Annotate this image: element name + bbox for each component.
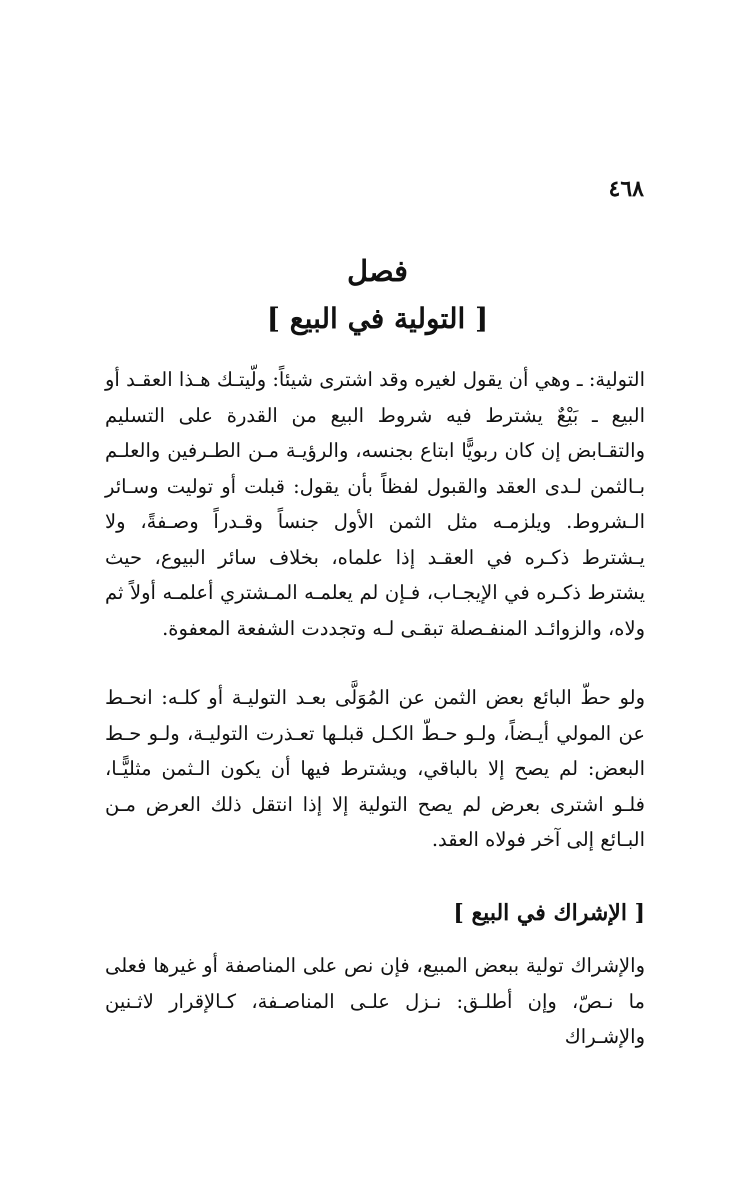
section-title: [ التولية في البيع ] — [266, 302, 489, 335]
chapter-title: فصل — [347, 254, 408, 288]
paragraph-tawliya-definition: التولية: ـ وهي أن يقول لغيره وقد اشترى شيئاً: ولّيتـك هـذا العقـد أو البيع ـ بَيْعٌ يشترط فيه شروط البيع من القدرة على التسليم والتقـابض إن كان ربويًّا ابتاع بجنسه، والرؤيـة مـن الطـرفين والعلـم بـالثمن لـدى العقد والقبول لفظاً بأن يقول: قبلت أو توليت وسـائر الـشروط. ويلزمـه مثل الثمن الأول جنساً وقـدراً وصـفةً، ولا يـشترط ذكـره في العقـد إذا علماه، بخلاف سائر البيوع، حيث يشترط ذكـره في الإيجـاب، فـإن لم يعلمـه المـشتري أعلمـه أولاً ثم ولاه، والزوائـد المنفـصلة تبقـى لـه وتجددت الشفعة المعفوة. — [105, 368, 645, 640]
subheading-ishrak: [ الإشراك في البيع ] — [453, 900, 645, 926]
paragraph-ishrak: والإشراك تولية ببعض المبيع، فإن نص على المناصفة أو غيرها فعلى ما نـصّ، وإن أطلـق: نـزل علـى المناصـفة، كـالإقرار لاثـنين والإشـراك — [105, 954, 645, 1048]
paragraph-price-reduction: ولو حطّ البائع بعض الثمن عن المُوَلَّى بعـد التوليـة أو كلـه: انحـط عن المولي أيـضاً، ولـو حـطّ الكـل قبلـها تعـذرت التوليـة، ولـو حـط البعض: لم يصح إلا بالباقي، ويشترط فيها أن يكون الـثمن مثليًّـا، فلـو اشترى بعرض لم يصح التولية إلا إذا انتقل ذلك العرض مـن البـائع إلى آخر فولاه العقد. — [105, 686, 645, 851]
page-number: ٤٦٨ — [608, 176, 644, 202]
